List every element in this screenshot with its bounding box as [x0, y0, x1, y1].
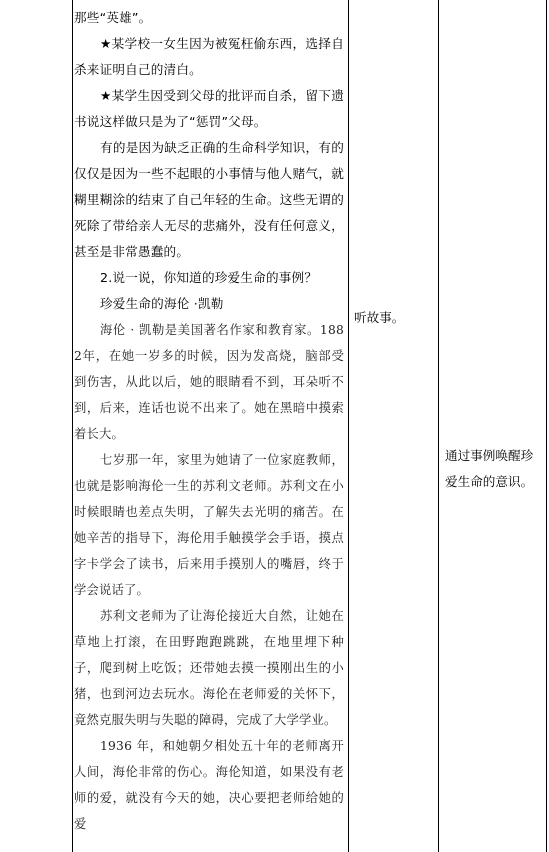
story-paragraph-2: 七岁那一年，家里为她请了一位家庭教师，也就是影响海伦一生的苏利文老师。苏利文在小时候眼睛也差点失明，了解失去光明的痛苦。在她辛苦的指导下，海伦用手触摸学会手语，摸点字卡学会了读书，后来用手摸别人的嘴唇，终于学会说话了。 — [74, 453, 344, 597]
table-border-left — [72, 0, 73, 852]
student-activity-cell: 听故事。 — [354, 310, 405, 325]
teaching-content-cell — [74, 5, 344, 837]
question-heading: 2.说一说，你知道的珍爱生命的事例？ — [100, 270, 318, 285]
paragraph-case-2: ★某学生因受到父母的批评而自杀，留下遗书说这样做只是为了“惩罚”父母。 — [74, 88, 344, 129]
story-title: 珍爱生命的海伦 ·凯勒 — [100, 296, 224, 311]
story-paragraph-4: 1936 年，和她朝夕相处五十年的老师离开人间，海伦非常的伤心。海伦知道，如果没有老师的爱，就没有今天的她，决心要把老师给她的爱 — [74, 739, 344, 831]
paragraph-heroes: 那些“英雄”。 — [74, 10, 152, 25]
story-paragraph-1: 海伦 · 凯勒是美国著名作家和教育家。1882年，在她一岁多的时候，因为发高烧，脑部受到伤害，从此以后，她的眼睛看不到，耳朵听不到，后来，连话也说不出来了。她在黑暗中摸索着长大。 — [74, 323, 344, 441]
paragraph-reasons: 有的是因为缺乏正确的生命科学知识，有的仅仅是因为一些不起眼的小事情与他人赌气，就糊里糊涂的结束了自己年轻的生命。这些无谓的死除了带给亲人无尽的悲痛外，没有任何意义，甚至是非常愚蠢的。 — [74, 140, 344, 259]
table-border-mid1 — [348, 0, 349, 852]
design-intent-cell: 通过事例唤醒珍爱生命的意识。 — [445, 448, 534, 489]
paragraph-case-1: ★某学校一女生因为被冤枉偷东西，选择自杀来证明自己的清白。 — [74, 36, 344, 77]
story-paragraph-3: 苏利文老师为了让海伦接近大自然，让她在草地上打滚，在田野跑跑跳跳，在地里埋下种子，爬到树上吃饭；还带她去摸一摸刚出生的小猪，也到河边去玩水。海伦在老师爱的关怀下，竟然克服失明与失聪的障碍，完成了大学学业。 — [74, 609, 344, 727]
table-border-mid2 — [438, 0, 439, 852]
table-border-right — [546, 0, 547, 852]
